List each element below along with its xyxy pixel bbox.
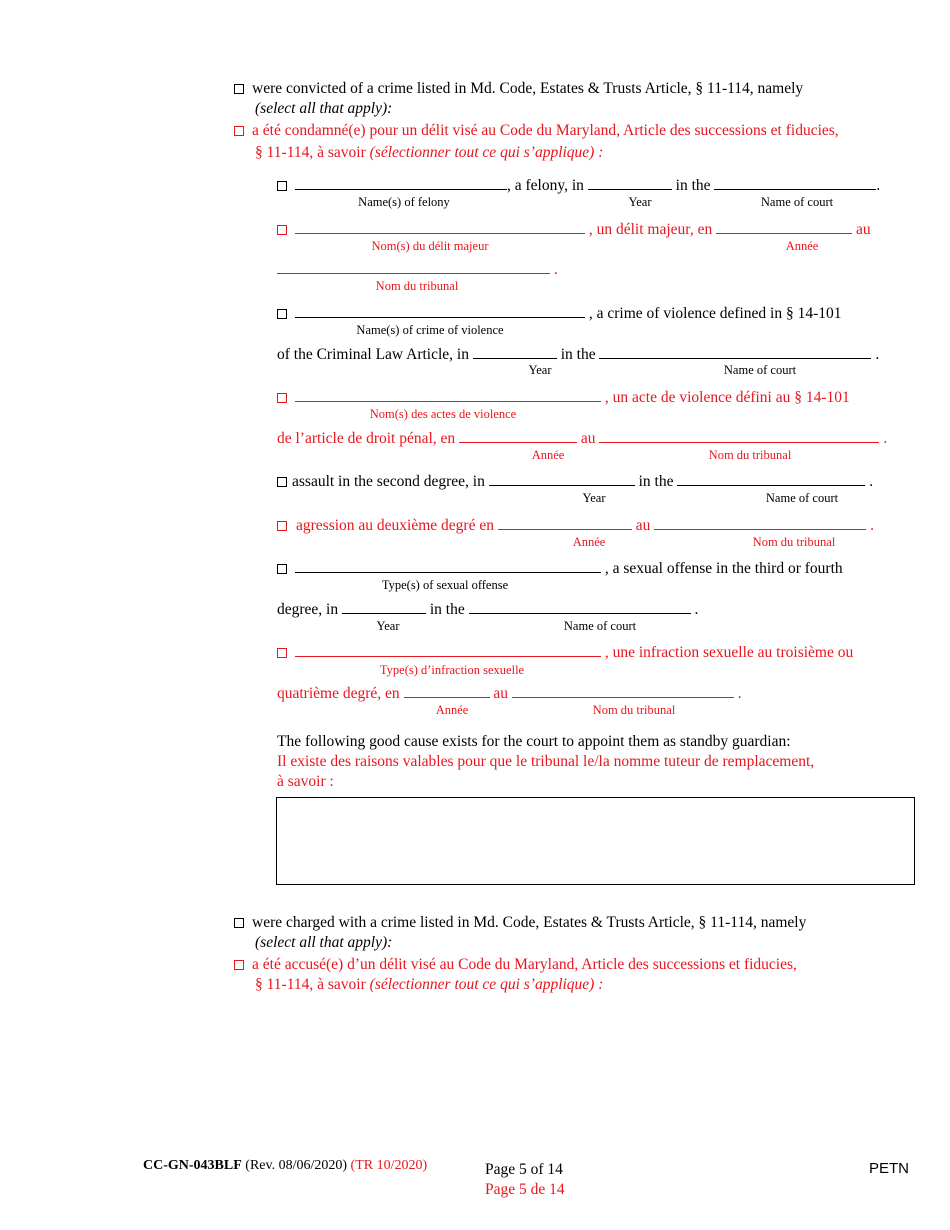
violence-court-field[interactable] [599,344,871,359]
sexual-cap-court: Name of court [563,619,637,633]
sexual-fr-cap-year: Année [435,703,469,717]
assault-fr-court-field[interactable] [654,515,866,530]
felony-fr-cap-name: Nom(s) du délit majeur [371,239,489,253]
felony-fr-year-field[interactable] [716,219,852,234]
assault-fr-cap-year: Année [572,535,606,549]
violence-en-row2: of the Criminal Law Article, in in the . [277,346,880,363]
violence-fr-cap-court: Nom du tribunal [708,448,792,462]
violence-name-field[interactable] [295,303,585,318]
assault-fr-checkbox[interactable] [277,521,287,531]
charged-en-line1: were charged with a crime listed in Md. Code, Estates & Trusts Article, § 11-114, namely [234,914,806,932]
charged-fr-checkbox[interactable] [234,960,244,970]
sexual-fr-cap-court: Nom du tribunal [592,703,676,717]
felony-fr-cap-year: Année [785,239,819,253]
sexual-fr-row: , une infraction sexuelle au troisième ou [277,642,853,662]
sexual-fr-court-field[interactable] [512,683,734,698]
footer-page-en: Page 5 of 14 [485,1161,563,1178]
assault-cap-year: Year [582,491,606,505]
sexual-en-row: , a sexual offense in the third or fourth [277,558,843,578]
felony-fr-cap-court: Nom du tribunal [375,279,459,293]
sexual-en-checkbox[interactable] [277,564,287,574]
charged-fr-line2: § 11-114, à savoir (sélectionner tout ce qui s’applique) : [255,976,604,993]
violence-year-field[interactable] [473,344,557,359]
convicted-en-line1: were convicted of a crime listed in Md. Code, Estates & Trusts Article, § 11-114, namely [234,80,803,98]
footer-page-fr: Page 5 de 14 [485,1181,565,1198]
violence-fr-cap-name: Nom(s) des actes de violence [369,407,517,421]
felony-cap-court: Name of court [760,195,834,209]
convicted-en-line2: (select all that apply): [255,100,393,117]
sexual-fr-cap-name: Type(s) d’infraction sexuelle [379,663,525,677]
felony-year-field[interactable] [588,175,672,190]
felony-cap-name: Name(s) of felony [358,195,450,209]
charged-fr-line1: a été accusé(e) d’un délit visé au Code du Maryland, Article des successions et fiducies, [234,956,797,974]
assault-court-field[interactable] [677,471,865,486]
sexual-court-field[interactable] [469,599,691,614]
felony-name-field[interactable] [295,175,507,190]
sexual-fr-year-field[interactable] [404,683,490,698]
convicted-fr-checkbox[interactable] [234,126,244,136]
assault-en-row: assault in the second degree, in in the . [277,471,873,491]
sexual-name-field[interactable] [295,558,601,573]
sexual-fr-checkbox[interactable] [277,648,287,658]
good-cause-fr-line1: Il existe des raisons valables pour que le tribunal le/la nomme tuteur de remplacement, [277,753,815,770]
violence-fr-cap-year: Année [531,448,565,462]
violence-cap-court: Name of court [723,363,797,377]
charged-en-line2: (select all that apply): [255,934,393,951]
footer-form-code: CC-GN-043BLF (Rev. 08/06/2020) (TR 10/2020) [143,1158,428,1173]
charged-en-checkbox[interactable] [234,918,244,928]
sexual-fr-row2: quatrième degré, en au . [277,685,742,702]
felony-fr-checkbox[interactable] [277,225,287,235]
violence-fr-court-field[interactable] [599,428,879,443]
violence-fr-row2: de l’article de droit pénal, en au . [277,430,888,447]
violence-en-checkbox[interactable] [277,309,287,319]
violence-fr-checkbox[interactable] [277,393,287,403]
felony-court-field[interactable] [714,175,876,190]
good-cause-textbox[interactable] [276,797,915,885]
assault-en-checkbox[interactable] [277,477,287,487]
good-cause-en: The following good cause exists for the court to appoint them as standby guardian: [277,733,791,750]
felony-fr-court-field[interactable] [277,259,550,274]
sexual-en-row2: degree, in in the . [277,601,699,618]
convicted-fr-line2: § 11-114, à savoir (sélectionner tout ce qui s’applique) : [255,144,604,161]
sexual-cap-year: Year [376,619,400,633]
convicted-en-checkbox[interactable] [234,84,244,94]
felony-en-row: , a felony, in in the . [277,175,880,195]
convicted-fr-line1: a été condamné(e) pour un délit visé au Code du Maryland, Article des successions et fiducies, [234,122,839,140]
violence-fr-name-field[interactable] [295,387,601,402]
sexual-fr-name-field[interactable] [295,642,601,657]
assault-fr-row: agression au deuxième degré en au . [277,515,874,535]
violence-cap-name: Name(s) of crime of violence [356,323,504,337]
felony-en-checkbox[interactable] [277,181,287,191]
violence-en-row: , a crime of violence defined in § 14-101 [277,303,842,323]
sexual-cap-name: Type(s) of sexual offense [381,578,509,592]
felony-fr-row: , un délit majeur, en au [277,219,871,239]
felony-fr-name-field[interactable] [295,219,585,234]
assault-fr-cap-court: Nom du tribunal [752,535,836,549]
violence-fr-year-field[interactable] [459,428,577,443]
assault-fr-year-field[interactable] [498,515,632,530]
felony-cap-year: Year [628,195,652,209]
violence-cap-year: Year [528,363,552,377]
felony-fr-row2: . [277,259,558,279]
footer-label: PETN [869,1160,910,1177]
assault-cap-court: Name of court [765,491,839,505]
good-cause-fr-line2: à savoir : [277,773,334,790]
assault-year-field[interactable] [489,471,635,486]
sexual-year-field[interactable] [342,599,426,614]
violence-fr-row: , un acte de violence défini au § 14-101 [277,387,850,407]
